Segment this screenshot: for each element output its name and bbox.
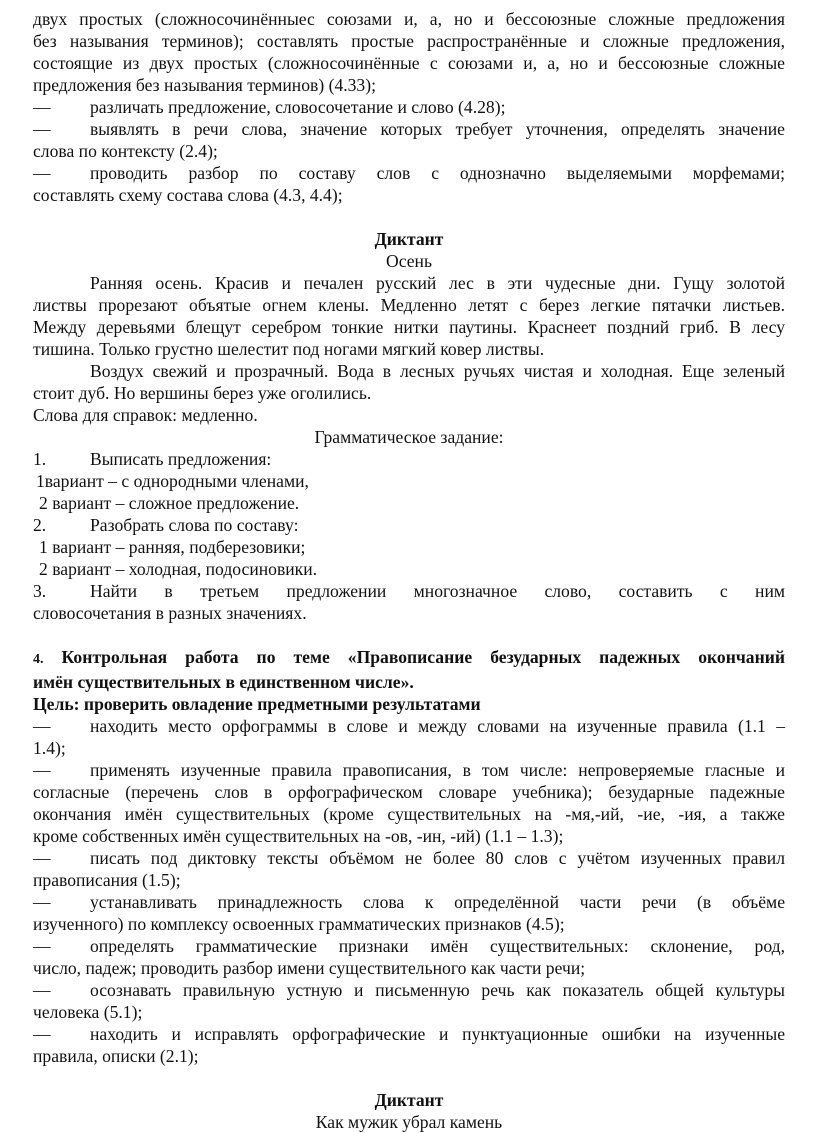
- section-goal: Цель: проверить овладение предметными результатами: [33, 694, 481, 714]
- list-item: — писать под диктовку тексты объёмом не более 80 слов с учётом изученных правил: [33, 848, 785, 868]
- list-item: — выявлять в речи слова, значение которых требует уточнения, определять значение: [33, 119, 785, 139]
- dictation-heading: Диктант: [374, 1090, 444, 1110]
- text-line: число, падеж; проводить разбор имени существительного как части речи;: [33, 958, 586, 978]
- list-item: — находить и исправлять орфографические и пунктуационные ошибки на изученные: [33, 1024, 785, 1044]
- text-line: окончания имён существительных (кроме существительных на -мя,-ий, -ие, -ия, а также: [33, 804, 785, 824]
- text-line: слова по контексту (2.4);: [33, 141, 218, 161]
- dash-marker: —: [33, 97, 51, 117]
- section-title: имён существительных в единственном числе».: [33, 672, 414, 692]
- text-line: предложения без называния терминов) (4.33);: [33, 75, 376, 95]
- list-item: — находить место орфограммы в слове и между словами на изученные правила (1.1 –: [33, 716, 785, 736]
- dash-marker: —: [33, 760, 51, 780]
- list-item: — определять грамматические признаки имён существительных: склонение, род,: [33, 936, 785, 956]
- text-line: согласные (перечень слов в орфографическом словаре учебника); безударные падежные: [33, 782, 785, 802]
- dash-marker: —: [33, 980, 51, 1000]
- text-line: Ранняя осень. Красив и печален русский лес в эти чудесные дни. Гущу золотой: [90, 273, 785, 293]
- section-title: 4. Контрольная работа по теме «Правописание безударных падежных окончаний: [33, 647, 785, 667]
- dash-marker: —: [33, 163, 51, 183]
- grammar-task-heading: Грамматическое задание:: [314, 427, 504, 447]
- text-line: изученного) по комплексу освоенных грамматических признаков (4.5);: [33, 914, 565, 934]
- variant-line: 1 вариант – ранняя, подберезовики;: [39, 537, 306, 557]
- text-line: без называния терминов); составлять простые распространённые и сложные предложения,: [33, 31, 785, 51]
- task-item: 3. Найти в третьем предложении многозначное слово, составить с ним: [33, 581, 785, 601]
- dictation-heading: Диктант: [374, 229, 444, 249]
- task-item: 1. Выписать предложения:: [33, 449, 272, 469]
- dash-marker: —: [33, 936, 51, 956]
- text-line: Между деревьями блещут серебром тонкие нитки паутины. Краснеет поздний гриб. В лесу: [33, 317, 785, 337]
- dash-marker: —: [33, 848, 51, 868]
- dash-marker: —: [33, 119, 51, 139]
- help-words: Слова для справок: медленно.: [33, 405, 258, 425]
- text-line: листвы прорезают объятые огнем клены. Медленно летят с берез легкие пятачки листьев.: [33, 295, 785, 315]
- text-line: кроме собственных имён существительных на -ов, -ин, -ий) (1.1 – 1.3);: [33, 826, 564, 846]
- text-line: стоит дуб. Но вершины берез уже оголились.: [33, 383, 372, 403]
- text-line: составлять схему состава слова (4.3, 4.4);: [33, 185, 343, 205]
- document-page: [33, 8, 785, 1133]
- text-line: человека (5.1);: [33, 1002, 143, 1022]
- task-item: 2. Разобрать слова по составу:: [33, 515, 299, 535]
- variant-line: 1вариант – с однородными членами,: [36, 471, 309, 491]
- list-item: — осознавать правильную устную и письменную речь как показатель общей культуры: [33, 980, 785, 1000]
- text-line: Воздух свежий и прозрачный. Вода в лесных ручьях чистая и холодная. Еще зеленый: [90, 361, 785, 381]
- dash-marker: —: [33, 716, 51, 736]
- text-line: правописания (1.5);: [33, 870, 181, 890]
- text-line: двух простых (сложносочинённыес союзами и, а, но и бессоюзные сложные предложения: [33, 9, 785, 29]
- text-line: словосочетания в разных значениях.: [33, 603, 307, 623]
- list-item: — применять изученные правила правописания, в том числе: непроверяемые гласные и: [33, 760, 785, 780]
- variant-line: 2 вариант – холодная, подосиновики.: [39, 559, 318, 579]
- dash-marker: —: [33, 1024, 51, 1044]
- text-line: правила, описки (2.1);: [33, 1046, 199, 1066]
- text-line: тишина. Только грустно шелестит под ногами мягкий ковер листвы.: [33, 339, 545, 359]
- dictation-title: Осень: [386, 251, 432, 271]
- dictation-title: Как мужик убрал камень: [315, 1112, 503, 1132]
- text-line: 1.4);: [33, 738, 66, 758]
- list-item: — устанавливать принадлежность слова к определённой части речи (в объёме: [33, 892, 785, 912]
- dash-marker: —: [33, 892, 51, 912]
- variant-line: 2 вариант – сложное предложение.: [39, 493, 300, 513]
- list-item: — различать предложение, словосочетание и слово (4.28);: [33, 97, 506, 117]
- text-line: состоящие из двух простых (сложносочинённые с союзами и, а, но и бессоюзные сложные: [33, 53, 785, 73]
- list-item: — проводить разбор по составу слов с однозначно выделяемыми морфемами;: [33, 163, 785, 183]
